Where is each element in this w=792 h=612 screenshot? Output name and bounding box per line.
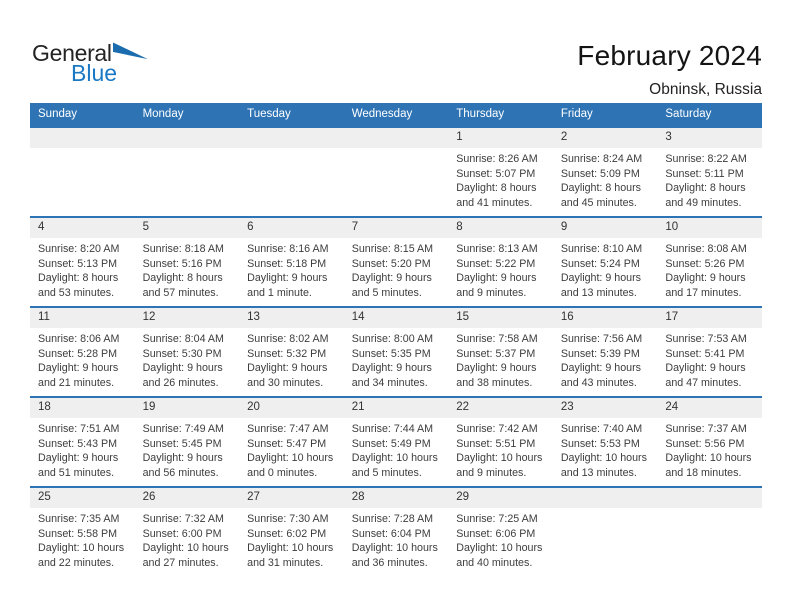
daylight-line-1: Daylight: 9 hours — [351, 362, 432, 375]
day-details — [239, 328, 344, 390]
day-number: 2 — [553, 128, 658, 148]
sunset-line: Sunset: 5:43 PM — [38, 437, 118, 450]
day-number — [657, 488, 762, 508]
daylight-line-1: Daylight: 10 hours — [38, 542, 125, 555]
day-number: 8 — [448, 218, 553, 238]
day-number: 16 — [553, 308, 658, 328]
daylight-line-1: Daylight: 9 hours — [665, 362, 746, 375]
day-cell — [135, 487, 240, 576]
day-number: 10 — [657, 218, 762, 238]
sunrise-line: Sunrise: 8:16 AM — [247, 243, 329, 255]
day-details — [30, 148, 135, 152]
daylight-line-2: and 43 minutes. — [560, 376, 637, 389]
daylight-line-1: Daylight: 10 hours — [456, 542, 543, 555]
daylight-line-1: Daylight: 8 hours — [142, 272, 223, 285]
day-header-thursday: Thursday — [448, 103, 553, 127]
day-details — [135, 418, 240, 480]
daylight-line-2: and 36 minutes. — [351, 556, 428, 569]
daylight-line-1: Daylight: 10 hours — [560, 452, 647, 465]
day-details — [344, 508, 449, 570]
sunset-line: Sunset: 5:13 PM — [38, 257, 118, 270]
day-cell — [657, 217, 762, 307]
daylight-line-1: Daylight: 9 hours — [142, 452, 223, 465]
sunrise-line: Sunrise: 8:18 AM — [142, 243, 224, 255]
sunset-line: Sunset: 5:45 PM — [142, 437, 222, 450]
empty-day-cell — [239, 127, 344, 217]
daylight-line-2: and 30 minutes. — [247, 376, 324, 389]
sunrise-line: Sunrise: 8:00 AM — [351, 333, 434, 345]
day-details — [30, 418, 135, 480]
daylight-line-1: Daylight: 10 hours — [247, 452, 334, 465]
day-details — [135, 328, 240, 390]
sunset-line: Sunset: 6:04 PM — [351, 527, 431, 540]
sunrise-line: Sunrise: 7:42 AM — [456, 423, 538, 435]
day-cell — [657, 127, 762, 217]
sunrise-line: Sunrise: 8:06 AM — [38, 333, 120, 345]
day-details — [657, 238, 762, 300]
day-details — [448, 238, 553, 300]
daylight-line-2: and 40 minutes. — [456, 556, 533, 569]
day-details — [553, 238, 658, 300]
sunrise-line: Sunrise: 8:24 AM — [560, 153, 643, 165]
sunrise-line: Sunrise: 7:28 AM — [351, 513, 434, 525]
week-row — [30, 307, 762, 397]
sunset-line: Sunset: 6:00 PM — [142, 527, 222, 540]
daylight-line-2: and 49 minutes. — [665, 196, 742, 209]
day-number: 28 — [344, 488, 449, 508]
day-details — [344, 148, 449, 152]
daylight-line-2: and 45 minutes. — [560, 196, 637, 209]
sunrise-line: Sunrise: 7:40 AM — [560, 423, 643, 435]
sunrise-line: Sunrise: 7:30 AM — [247, 513, 329, 525]
day-cell — [553, 127, 658, 217]
daylight-line-2: and 1 minute. — [247, 286, 312, 299]
day-number: 7 — [344, 218, 449, 238]
daylight-line-1: Daylight: 10 hours — [142, 542, 229, 555]
day-number: 1 — [448, 128, 553, 148]
day-cell — [344, 397, 449, 487]
day-details — [30, 238, 135, 300]
sunrise-line: Sunrise: 7:51 AM — [38, 423, 120, 435]
day-cell — [448, 487, 553, 576]
daylight-line-1: Daylight: 9 hours — [247, 272, 328, 285]
day-header-sunday: Sunday — [30, 103, 135, 127]
sunset-line: Sunset: 5:39 PM — [560, 347, 640, 360]
daylight-line-2: and 13 minutes. — [560, 466, 637, 479]
daylight-line-2: and 22 minutes. — [38, 556, 115, 569]
sunrise-line: Sunrise: 7:35 AM — [38, 513, 120, 525]
day-details — [553, 508, 658, 512]
day-number: 14 — [344, 308, 449, 328]
calendar-header — [30, 103, 762, 127]
daylight-line-2: and 5 minutes. — [351, 466, 422, 479]
sunrise-line: Sunrise: 8:22 AM — [665, 153, 747, 165]
day-cell — [553, 397, 658, 487]
sunset-line: Sunset: 5:11 PM — [665, 167, 744, 180]
day-number: 9 — [553, 218, 658, 238]
day-cell — [553, 217, 658, 307]
daylight-line-1: Daylight: 9 hours — [560, 362, 642, 375]
sunset-line: Sunset: 5:49 PM — [351, 437, 431, 450]
daylight-line-2: and 5 minutes. — [351, 286, 422, 299]
page-title: February 2024 — [577, 40, 762, 71]
day-cell — [30, 397, 135, 487]
week-row — [30, 127, 762, 217]
day-number — [30, 128, 135, 148]
empty-day-cell — [553, 487, 658, 576]
sunrise-line: Sunrise: 8:15 AM — [351, 243, 434, 255]
week-row — [30, 217, 762, 307]
sunset-line: Sunset: 5:32 PM — [247, 347, 327, 360]
day-number — [344, 128, 449, 148]
sunrise-line: Sunrise: 8:10 AM — [560, 243, 643, 255]
daylight-line-1: Daylight: 10 hours — [351, 452, 438, 465]
day-cell — [657, 397, 762, 487]
daylight-line-1: Daylight: 10 hours — [351, 542, 438, 555]
sunrise-line: Sunrise: 8:13 AM — [456, 243, 538, 255]
sunrise-line: Sunrise: 7:53 AM — [665, 333, 747, 345]
week-row — [30, 397, 762, 487]
day-names-row — [30, 103, 762, 127]
sunset-line: Sunset: 5:30 PM — [142, 347, 222, 360]
logo-word-general: General — [32, 40, 112, 66]
daylight-line-1: Daylight: 8 hours — [456, 182, 537, 195]
daylight-line-2: and 9 minutes. — [456, 466, 527, 479]
daylight-line-1: Daylight: 8 hours — [38, 272, 119, 285]
calendar-body — [30, 127, 762, 576]
sunrise-line: Sunrise: 7:32 AM — [142, 513, 224, 525]
day-number: 23 — [553, 398, 658, 418]
day-details — [553, 418, 658, 480]
day-details — [239, 238, 344, 300]
day-number: 19 — [135, 398, 240, 418]
daylight-line-1: Daylight: 9 hours — [247, 362, 328, 375]
week-row — [30, 487, 762, 576]
empty-day-cell — [344, 127, 449, 217]
day-cell — [30, 217, 135, 307]
sunrise-line: Sunrise: 7:49 AM — [142, 423, 224, 435]
day-header-wednesday: Wednesday — [344, 103, 449, 127]
daylight-line-1: Daylight: 10 hours — [247, 542, 334, 555]
daylight-line-1: Daylight: 9 hours — [456, 272, 537, 285]
day-details — [30, 508, 135, 570]
day-number: 5 — [135, 218, 240, 238]
day-details — [657, 508, 762, 512]
daylight-line-2: and 27 minutes. — [142, 556, 219, 569]
daylight-line-2: and 51 minutes. — [38, 466, 115, 479]
day-number: 4 — [30, 218, 135, 238]
daylight-line-2: and 56 minutes. — [142, 466, 219, 479]
sunset-line: Sunset: 5:16 PM — [142, 257, 222, 270]
sunset-line: Sunset: 5:18 PM — [247, 257, 327, 270]
sunset-line: Sunset: 5:51 PM — [456, 437, 536, 450]
sunset-line: Sunset: 5:35 PM — [351, 347, 431, 360]
daylight-line-2: and 31 minutes. — [247, 556, 324, 569]
day-number — [239, 128, 344, 148]
day-header-friday: Friday — [553, 103, 658, 127]
day-cell — [239, 397, 344, 487]
location-subtitle: Obninsk, Russia — [649, 81, 762, 98]
day-number: 22 — [448, 398, 553, 418]
day-details — [135, 238, 240, 300]
day-number: 21 — [344, 398, 449, 418]
day-cell — [135, 307, 240, 397]
sunrise-line: Sunrise: 7:47 AM — [247, 423, 329, 435]
day-cell — [448, 307, 553, 397]
daylight-line-1: Daylight: 9 hours — [38, 452, 119, 465]
day-cell — [657, 307, 762, 397]
general-blue-logo — [32, 40, 152, 87]
day-details — [135, 148, 240, 152]
sunrise-line: Sunrise: 8:04 AM — [142, 333, 224, 345]
sunset-line: Sunset: 5:22 PM — [456, 257, 536, 270]
daylight-line-1: Daylight: 10 hours — [665, 452, 752, 465]
day-number — [135, 128, 240, 148]
daylight-line-2: and 9 minutes. — [456, 286, 527, 299]
sunrise-line: Sunrise: 7:58 AM — [456, 333, 538, 345]
day-cell — [553, 307, 658, 397]
day-details — [344, 238, 449, 300]
logo-triangle-icon — [113, 42, 148, 60]
day-number: 20 — [239, 398, 344, 418]
daylight-line-1: Daylight: 8 hours — [560, 182, 642, 195]
day-number: 13 — [239, 308, 344, 328]
day-details — [553, 148, 658, 210]
sunrise-line: Sunrise: 8:08 AM — [665, 243, 747, 255]
daylight-line-2: and 21 minutes. — [38, 376, 115, 389]
daylight-line-1: Daylight: 9 hours — [665, 272, 746, 285]
sunrise-line: Sunrise: 8:02 AM — [247, 333, 329, 345]
sunset-line: Sunset: 5:58 PM — [38, 527, 118, 540]
day-details — [344, 328, 449, 390]
daylight-line-1: Daylight: 9 hours — [142, 362, 223, 375]
day-details — [448, 328, 553, 390]
daylight-line-2: and 41 minutes. — [456, 196, 533, 209]
day-cell — [448, 217, 553, 307]
day-cell — [448, 397, 553, 487]
sunset-line: Sunset: 5:28 PM — [38, 347, 118, 360]
logo-word-blue: Blue — [71, 60, 118, 86]
day-details — [30, 328, 135, 390]
daylight-line-2: and 13 minutes. — [560, 286, 637, 299]
day-header-saturday: Saturday — [657, 103, 762, 127]
sunrise-line: Sunrise: 7:37 AM — [665, 423, 747, 435]
day-number — [553, 488, 658, 508]
daylight-line-2: and 38 minutes. — [456, 376, 533, 389]
day-cell — [135, 397, 240, 487]
daylight-line-2: and 53 minutes. — [38, 286, 115, 299]
day-cell — [344, 307, 449, 397]
daylight-line-2: and 26 minutes. — [142, 376, 219, 389]
sunrise-line: Sunrise: 7:25 AM — [456, 513, 538, 525]
day-cell — [135, 217, 240, 307]
day-number: 6 — [239, 218, 344, 238]
day-details — [657, 148, 762, 210]
daylight-line-2: and 47 minutes. — [665, 376, 742, 389]
sunset-line: Sunset: 5:37 PM — [456, 347, 536, 360]
day-cell — [30, 487, 135, 576]
day-number: 26 — [135, 488, 240, 508]
sunrise-line: Sunrise: 8:20 AM — [38, 243, 120, 255]
day-header-tuesday: Tuesday — [239, 103, 344, 127]
day-number: 12 — [135, 308, 240, 328]
sunset-line: Sunset: 5:07 PM — [456, 167, 536, 180]
day-details — [344, 418, 449, 480]
day-details — [553, 328, 658, 390]
sunset-line: Sunset: 6:06 PM — [456, 527, 536, 540]
day-details — [239, 148, 344, 152]
daylight-line-2: and 57 minutes. — [142, 286, 219, 299]
daylight-line-1: Daylight: 9 hours — [560, 272, 642, 285]
day-cell — [448, 127, 553, 217]
day-cell — [239, 307, 344, 397]
sunset-line: Sunset: 5:53 PM — [560, 437, 640, 450]
daylight-line-1: Daylight: 8 hours — [665, 182, 746, 195]
day-details — [448, 508, 553, 570]
day-number: 3 — [657, 128, 762, 148]
daylight-line-1: Daylight: 9 hours — [456, 362, 537, 375]
daylight-line-1: Daylight: 9 hours — [38, 362, 119, 375]
calendar-table — [30, 103, 762, 576]
daylight-line-2: and 18 minutes. — [665, 466, 742, 479]
day-details — [448, 418, 553, 480]
day-details — [657, 328, 762, 390]
day-cell — [239, 487, 344, 576]
sunset-line: Sunset: 5:47 PM — [247, 437, 327, 450]
empty-day-cell — [657, 487, 762, 576]
day-details — [657, 418, 762, 480]
day-number: 18 — [30, 398, 135, 418]
day-cell — [344, 487, 449, 576]
daylight-line-1: Daylight: 10 hours — [456, 452, 543, 465]
day-number: 24 — [657, 398, 762, 418]
day-cell — [30, 307, 135, 397]
sunset-line: Sunset: 5:26 PM — [665, 257, 745, 270]
day-details — [239, 508, 344, 570]
day-number: 29 — [448, 488, 553, 508]
sunrise-line: Sunrise: 7:44 AM — [351, 423, 434, 435]
day-number: 11 — [30, 308, 135, 328]
sunrise-line: Sunrise: 8:26 AM — [456, 153, 538, 165]
sunset-line: Sunset: 5:09 PM — [560, 167, 640, 180]
day-cell — [239, 217, 344, 307]
sunset-line: Sunset: 5:56 PM — [665, 437, 745, 450]
empty-day-cell — [135, 127, 240, 217]
daylight-line-1: Daylight: 9 hours — [351, 272, 432, 285]
sunset-line: Sunset: 6:02 PM — [247, 527, 327, 540]
day-header-monday: Monday — [135, 103, 240, 127]
day-number: 15 — [448, 308, 553, 328]
day-details — [239, 418, 344, 480]
day-number: 17 — [657, 308, 762, 328]
title-block — [577, 40, 762, 99]
empty-day-cell — [30, 127, 135, 217]
sunset-line: Sunset: 5:24 PM — [560, 257, 640, 270]
day-details — [135, 508, 240, 570]
sunset-line: Sunset: 5:20 PM — [351, 257, 431, 270]
sunrise-line: Sunrise: 7:56 AM — [560, 333, 643, 345]
day-cell — [344, 217, 449, 307]
day-details — [448, 148, 553, 210]
day-number: 25 — [30, 488, 135, 508]
sunset-line: Sunset: 5:41 PM — [665, 347, 745, 360]
daylight-line-2: and 34 minutes. — [351, 376, 428, 389]
daylight-line-2: and 17 minutes. — [665, 286, 742, 299]
daylight-line-2: and 0 minutes. — [247, 466, 318, 479]
day-number: 27 — [239, 488, 344, 508]
